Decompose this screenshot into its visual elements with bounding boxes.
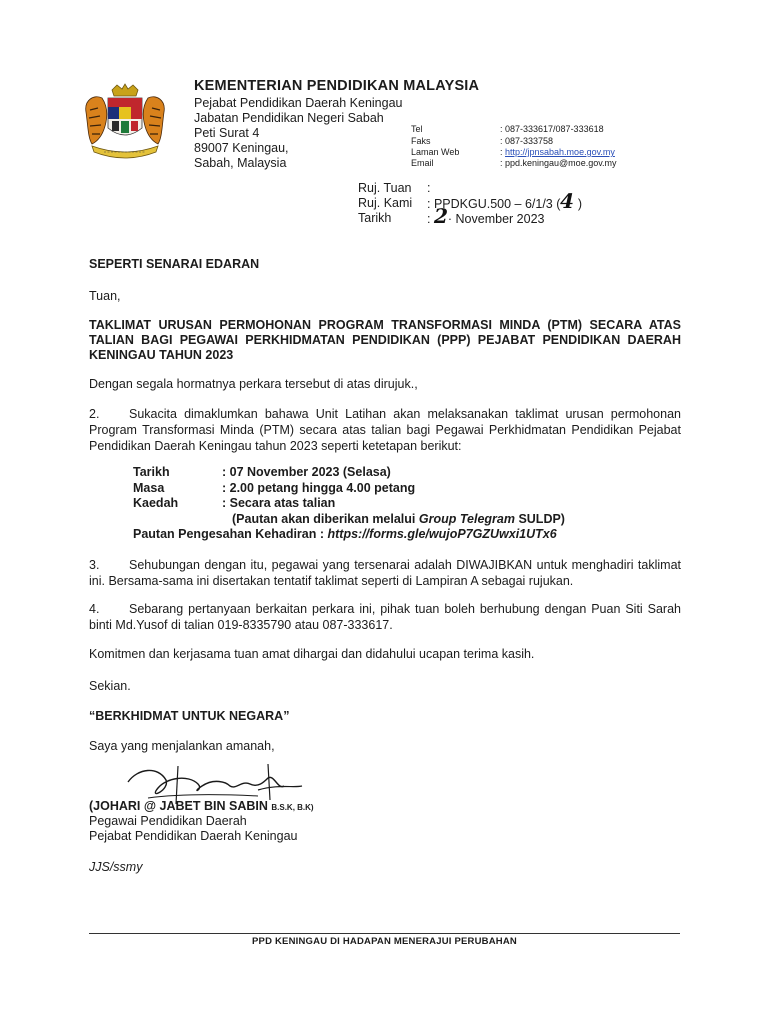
address-line-2: 89007 Keningau, bbox=[194, 141, 289, 155]
detail-masa-value: : 2.00 petang hingga 4.00 petang bbox=[222, 481, 416, 495]
state-department: Jabatan Pendidikan Negeri Sabah bbox=[194, 111, 384, 125]
ministry-name: KEMENTERIAN PENDIDIKAN MALAYSIA bbox=[194, 78, 480, 94]
contact-label-tel: Tel bbox=[411, 124, 423, 134]
tarikh-value: : 2· November 2023 bbox=[427, 204, 545, 228]
recipient-line: SEPERTI SENARAI EDARAN bbox=[89, 257, 260, 271]
paragraph-1: Dengan segala hormatnya perkara tersebut di atas dirujuk., bbox=[89, 377, 418, 391]
coat-of-arms-crest bbox=[80, 82, 170, 164]
detail-pautan-note: (Pautan akan diberikan melalui Group Telegram SULDP) bbox=[232, 512, 565, 526]
motto: “BERKHIDMAT UNTUK NEGARA” bbox=[89, 709, 290, 723]
closing-thanks: Komitmen dan kerjasama tuan amat dihargai dan didahului ucapan terima kasih. bbox=[89, 647, 535, 661]
detail-masa-label: Masa bbox=[133, 481, 165, 495]
tarikh-label: Tarikh bbox=[358, 211, 392, 225]
contact-label-web: Laman Web bbox=[411, 147, 460, 157]
signatory-name: (JOHARI @ JABET BIN SABIN B.S.K, B.K) bbox=[89, 799, 314, 813]
detail-kaedah-value: : Secara atas talian bbox=[222, 496, 336, 510]
closing-sekian: Sekian. bbox=[89, 679, 131, 693]
paragraph-4: 4. Sebarang pertanyaan berkaitan perkara ini, pihak tuan boleh berhubung dengan Puan Siti Sarah binti Md.Yusof di talian 019-8335790 atau 087-333617. bbox=[89, 602, 681, 632]
amanah-line: Saya yang menjalankan amanah, bbox=[89, 739, 275, 753]
contact-label-email: Email bbox=[411, 158, 434, 168]
signatory-office: Pejabat Pendidikan Daerah Keningau bbox=[89, 829, 298, 843]
website-link[interactable]: http://jpnsabah.moe.gov.my bbox=[505, 147, 615, 157]
office-name: Pejabat Pendidikan Daerah Keningau bbox=[194, 96, 403, 110]
attendance-form-link[interactable]: https://forms.gle/wujoP7GZUwxi1UTx6 bbox=[327, 527, 557, 541]
contact-value-web: : http://jpnsabah.moe.gov.my bbox=[500, 147, 615, 157]
letter-subject: TAKLIMAT URUSAN PERMOHONAN PROGRAM TRANSFORMASI MINDA (PTM) SECARA ATAS TALIAN BAGI PEGAWAI PERKHIDMATAN PENDIDIKAN (PPP) PEJABAT PENDIDIKAN DAERAH KENINGAU TAHUN 2023 bbox=[89, 318, 681, 362]
detail-pengesahan: Pautan Pengesahan Kehadiran : https://forms.gle/wujoP7GZUwxi1UTx6 bbox=[133, 527, 557, 541]
ruj-tuan-value: : bbox=[427, 181, 431, 195]
address-line-3: Sabah, Malaysia bbox=[194, 156, 287, 170]
address-line-1: Peti Surat 4 bbox=[194, 126, 260, 140]
handwritten-date-day: 2 bbox=[431, 204, 451, 228]
contact-value-tel: : 087-333617/087-333618 bbox=[500, 124, 604, 134]
salutation: Tuan, bbox=[89, 289, 121, 303]
contact-label-fax: Faks bbox=[411, 136, 431, 146]
reference-initials: JJS/ssmy bbox=[89, 860, 143, 874]
detail-kaedah-label: Kaedah bbox=[133, 496, 179, 510]
ruj-tuan-label: Ruj. Tuan bbox=[358, 181, 412, 195]
paragraph-2: 2. Sukacita dimaklumkan bahawa Unit Latihan akan melaksanakan taklimat urusan permohonan Program Transformasi Minda (PTM) secara atas talian bagi Pegawai Perkhidmatan Pendidikan Pejabat Pendidikan Daerah Keningau tahun 2023 seperti ketetapan berikut: bbox=[89, 407, 681, 453]
paragraph-3: 3. Sehubungan dengan itu, pegawai yang tersenarai adalah DIWAJIBKAN untuk menghadiri taklimat ini. Bersama-sama ini disertakan tentatif taklimat seperti di Lampiran A sebagai rujukan. bbox=[89, 558, 681, 588]
detail-tarikh-value: : 07 November 2023 (Selasa) bbox=[222, 465, 391, 479]
footer-slogan: PPD KENINGAU DI HADAPAN MENERAJUI PERUBAHAN bbox=[252, 936, 517, 947]
detail-tarikh-label: Tarikh bbox=[133, 465, 170, 479]
handwritten-ref-number: 4 bbox=[557, 189, 577, 213]
contact-value-email: : ppd.keningau@moe.gov.my bbox=[500, 158, 617, 168]
ruj-kami-value: : PPDKGU.500 – 6/1/3 (4 ) bbox=[427, 189, 582, 213]
contact-value-fax: : 087-333758 bbox=[500, 136, 554, 146]
signatory-title: Pegawai Pendidikan Daerah bbox=[89, 814, 247, 828]
footer-divider bbox=[89, 933, 680, 934]
ruj-kami-label: Ruj. Kami bbox=[358, 196, 413, 210]
